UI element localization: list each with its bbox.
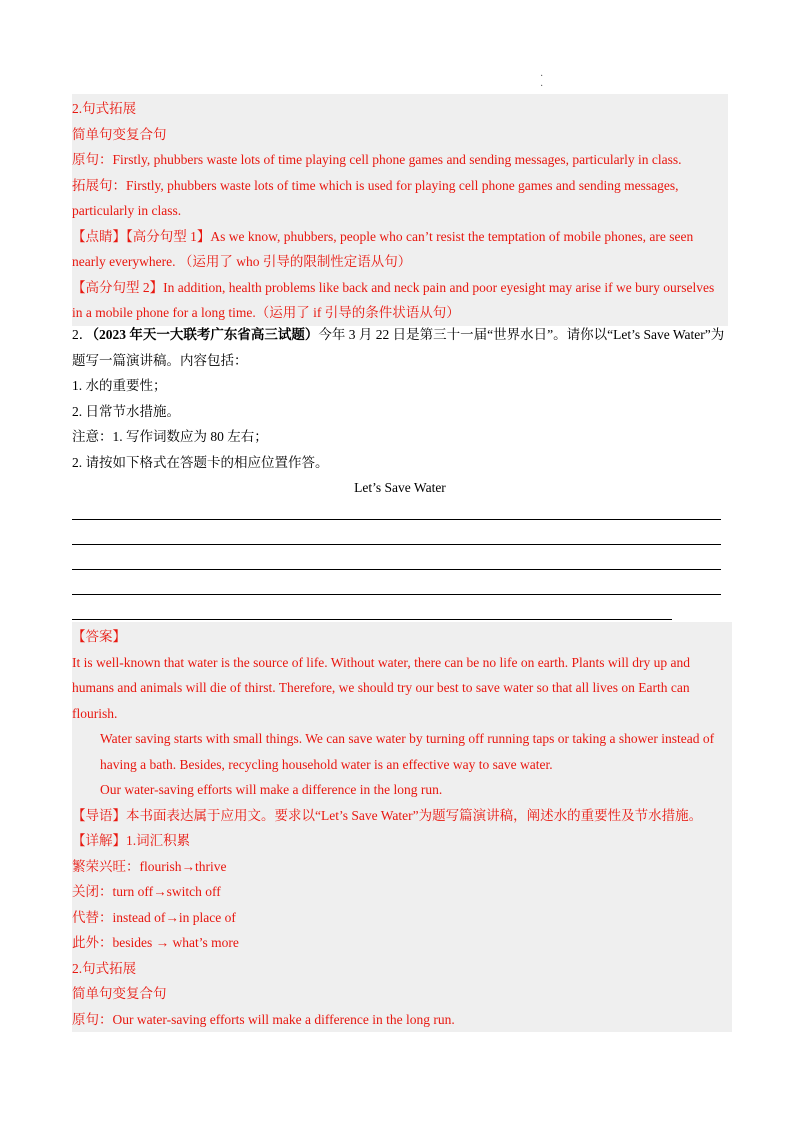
section-subheading: 简单句变复合句 xyxy=(72,126,167,142)
answer-line-1 xyxy=(72,519,721,520)
tip-sentence-2: 【高分句型 2】In addition, health problems like back and neck pain and poor eyesight may arise if we bury ourselves in a mobile phone for a long time.（运用了 if 引导的条件状语从句） xyxy=(72,279,715,320)
vocab-item-2: 关闭：turn off→switch off xyxy=(72,884,221,899)
answer-paragraph-3: Our water-saving efforts will make a difference in the long run. xyxy=(100,782,443,797)
answer-paragraph-2 xyxy=(72,726,732,777)
answer-line-5 xyxy=(72,619,672,620)
guide-text: 【导语】本书面表达属于应用文。要求以“Let’s Save Water”为题写篇演讲稿，阐述水的重要性及节水措施。 xyxy=(72,807,703,823)
detail-heading: 【详解】1.词汇积累 xyxy=(72,833,191,848)
vocab-item-3: 代替：instead of→in place of xyxy=(72,909,236,925)
section-subheading-2: 简单句变复合句 xyxy=(72,986,167,1001)
section-heading: 2.句式拓展 xyxy=(72,101,137,116)
original-sentence-2: 原句：Our water-saving efforts will make a difference in the long run. xyxy=(72,1011,455,1027)
vocab-item-1: 繁荣兴旺：flourish→thrive xyxy=(72,858,227,874)
top-dot-marks: · · xyxy=(540,71,544,92)
requirement-2: 2. 日常节水措施。 xyxy=(72,403,180,419)
answer-label: 【答案】 xyxy=(72,629,126,644)
note-2: 2. 请按如下格式在答题卡的相应位置作答。 xyxy=(72,454,329,470)
answer-line-2 xyxy=(72,544,721,545)
question-number: 2． xyxy=(72,327,93,342)
question-prompt xyxy=(72,322,728,373)
requirement-1: 1. 水的重要性； xyxy=(72,378,167,393)
section-heading-2: 2.句式拓展 xyxy=(72,960,137,976)
sentence-expansion-box xyxy=(72,94,728,326)
answer-box xyxy=(72,622,732,1032)
answer-paragraph-1: It is well-known that water is the source of life. Without water, there can be no life on earth. Plants will dry up and humans and animals will die of thirst. Therefore, we should try our best to save water so that all lives on Earth can flourish. xyxy=(72,654,690,721)
answer-paragraph-2-text: Water saving starts with small things. We can save water by turning off running taps or taking a shower instead of having a bath. Besides, recycling household water is an effective way to save water. xyxy=(100,731,715,772)
expanded-sentence: 拓展句：Firstly, phubbers waste lots of time which is used for playing cell phone games and sending messages, particularly in class. xyxy=(72,177,679,218)
question-block xyxy=(72,322,728,501)
question-source: （2023 年天一大联考广东省高三试题） xyxy=(92,327,319,342)
answer-line-4 xyxy=(72,594,721,595)
question-text: 今年 3 月 22 日是第三十一届“世界水日”。请你以“Let’s Save Water”为题写一篇演讲稿。内容包括： xyxy=(72,327,725,368)
note-1: 注意：1. 写作词数应为 80 左右； xyxy=(72,429,268,444)
original-sentence: 原句：Firstly, phubbers waste lots of time playing cell phone games and sending messages, particularly in class. xyxy=(72,152,682,167)
tip-sentence-1: 【点睛】【高分句型 1】As we know, phubbers, people who can’t resist the temptation of mobile phones, are seen nearly everywhere. （运用了 who 引导的限制性定语从句） xyxy=(72,228,694,269)
essay-title: Let’s Save Water xyxy=(354,480,446,495)
answer-line-3 xyxy=(72,569,721,570)
vocab-item-4: 此外：besides → what’s more xyxy=(72,935,239,950)
